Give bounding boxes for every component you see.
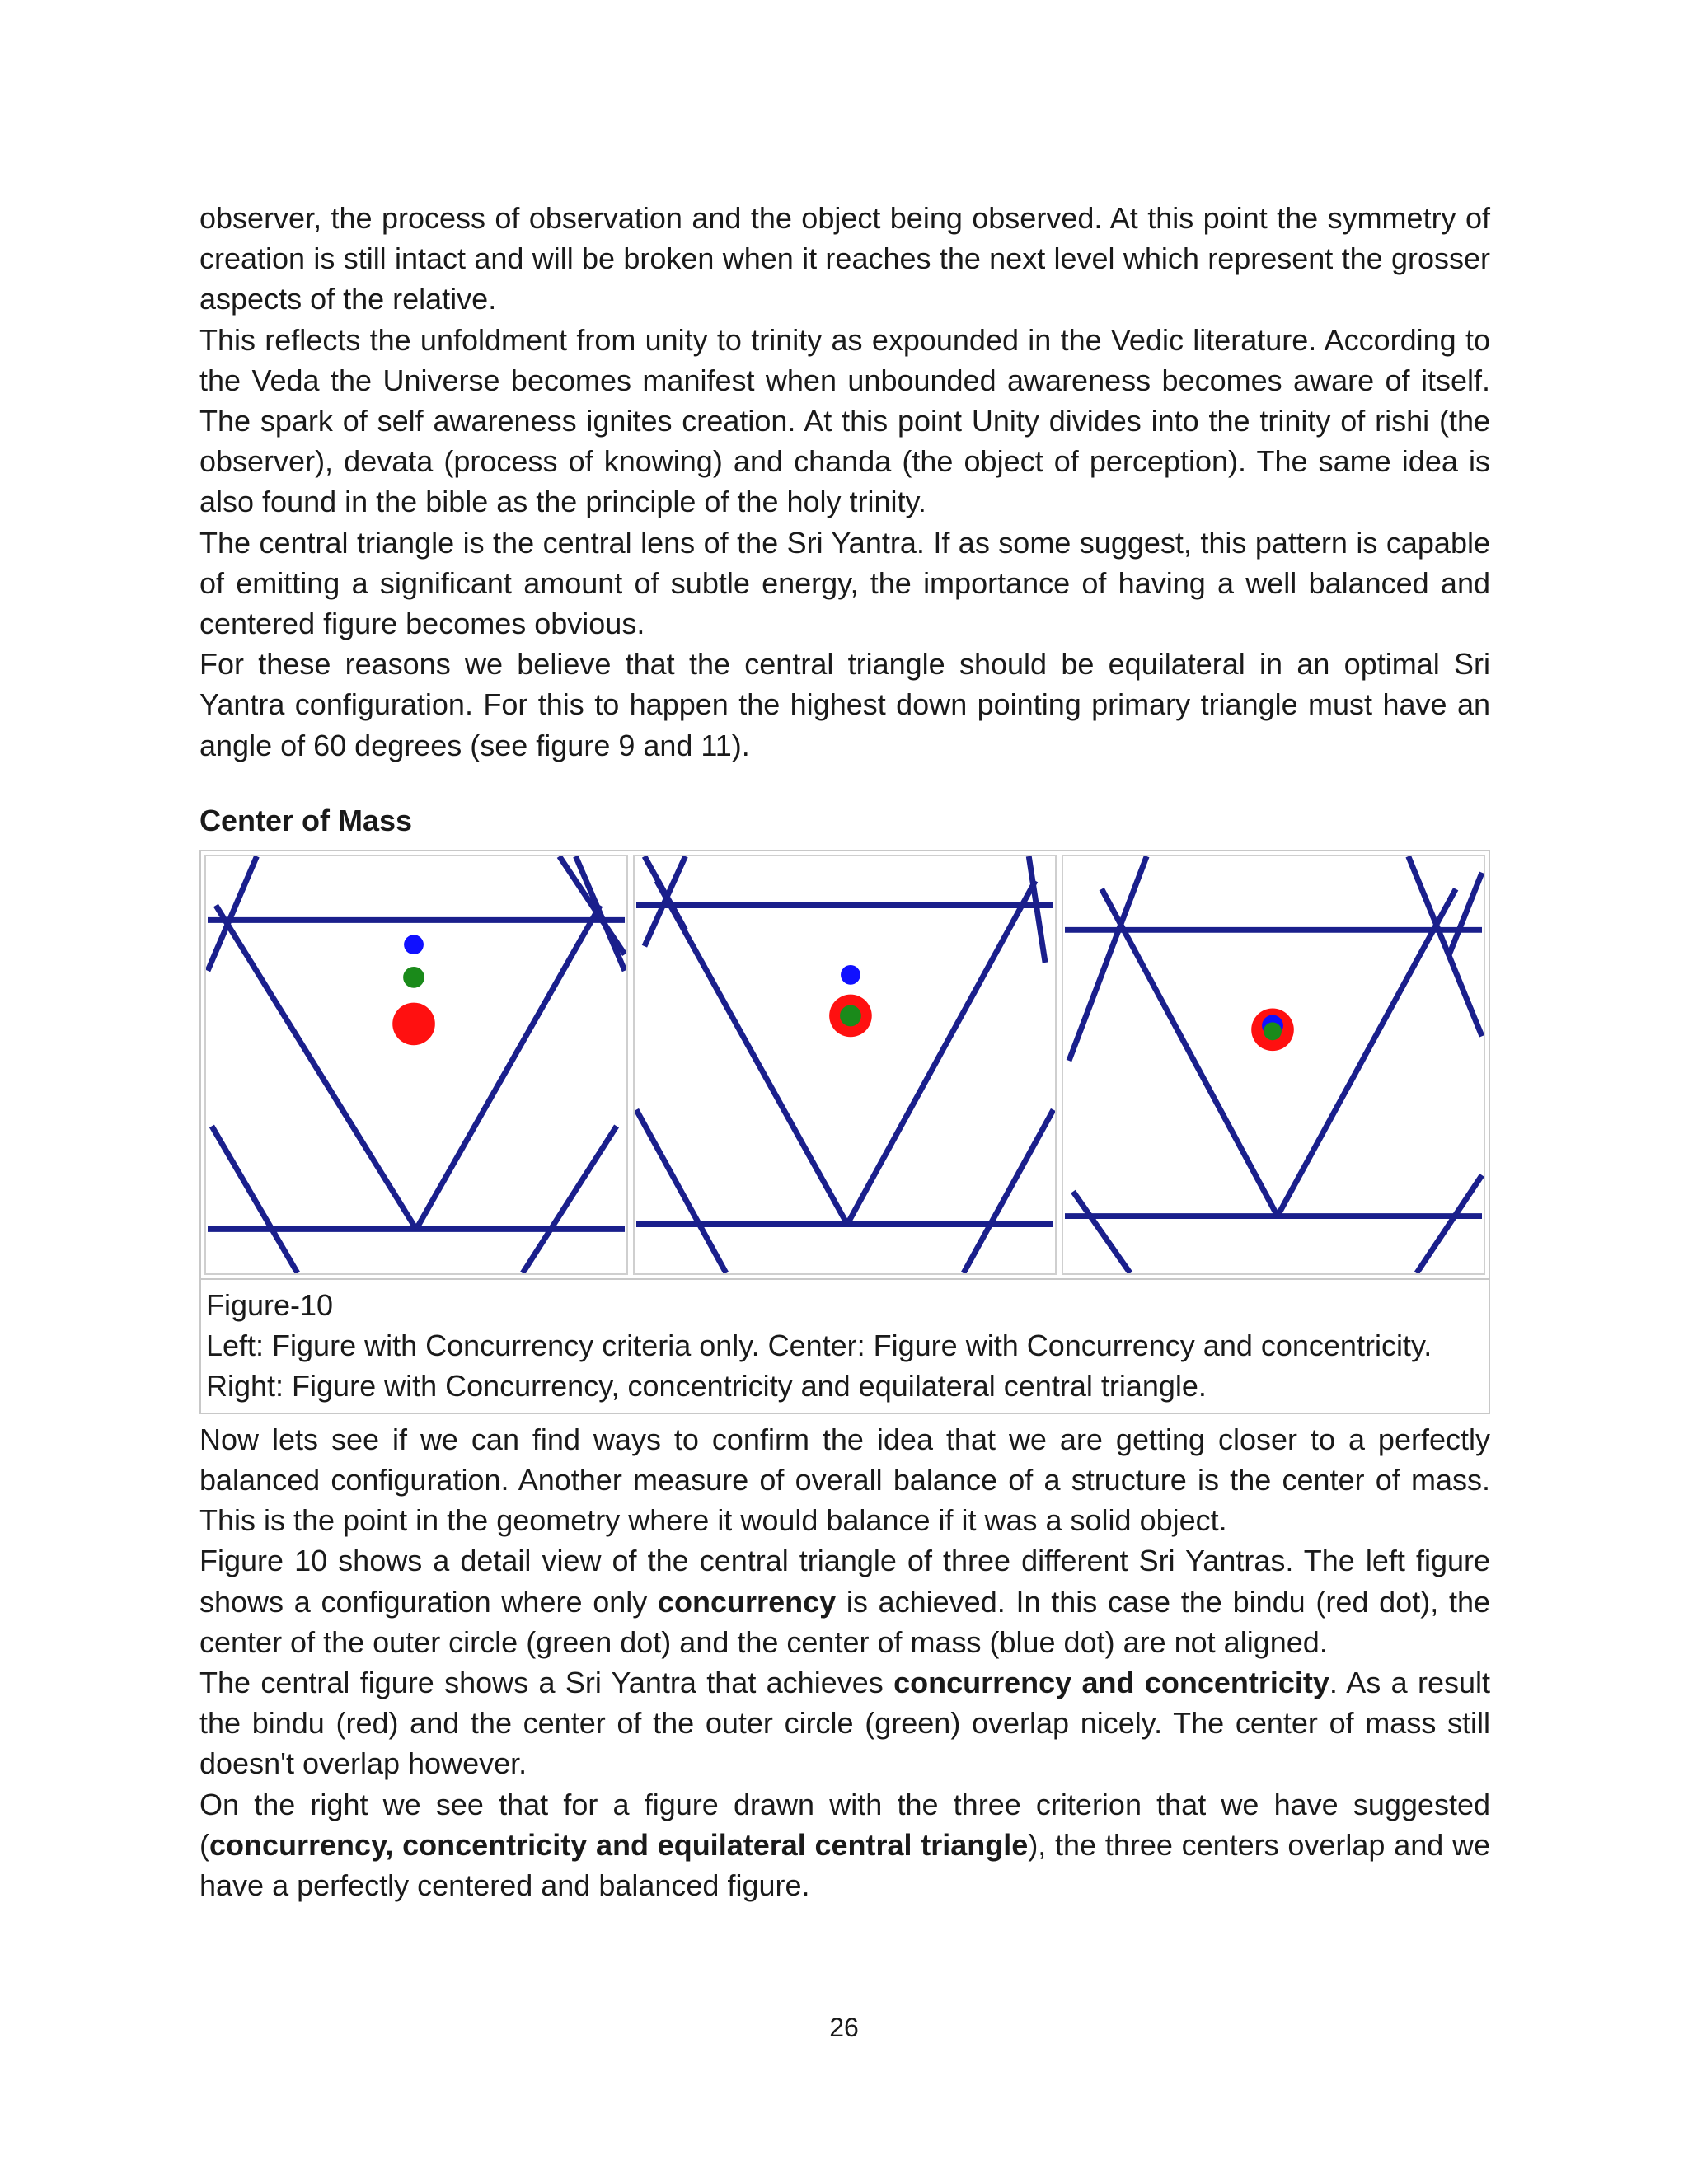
section-heading: Center of Mass — [199, 803, 413, 837]
yantra-detail-center — [635, 856, 1055, 1273]
text-span: Figure 10 shows a detail view of the central triangle of three different Sri Yantras. The left figure shows a configuration where only — [199, 1544, 1490, 1619]
figure-caption-line: Right: Figure with Concurrency, concentricity and equilateral central triangle. — [206, 1368, 1207, 1403]
text-span: On the right we see that for a figure drawn with the three criterion that we have suggested ( — [199, 1787, 1490, 1862]
paragraph: The central triangle is the central lens of the Sri Yantra. If as some suggest, this pattern is capable of emitting a significant amount of subtle energy, the importance of having a well balanced and centered figure becomes obvious. — [199, 525, 1490, 641]
text-span: The central figure shows a Sri Yantra that achieves — [199, 1666, 894, 1700]
paragraph: observer, the process of observation and the object being observed. At this point the symmetry of creation is still intact and will be broken when it reaches the next level which represent the grosser aspects of the relative. — [199, 201, 1490, 316]
text-span: ), the three centers overlap and we have a perfectly centered and balanced figure. — [199, 1827, 1491, 1903]
text-span: is achieved. In this case the bindu (red dot), the center of the outer circle (green dot) and the center of mass (blue dot) are not aligned. — [199, 1584, 1490, 1659]
outer-circle-center-green-dot — [403, 967, 424, 988]
paragraph: This reflects the unfoldment from unity to trinity as expounded in the Vedic literature. According to the Veda the Universe becomes manifest when unbounded awareness becomes aware of itself. The spark of self awareness ignites creation. At this point Unity divides into the trinity of rishi (the observer), devata (process of knowing) and chanda (the object of perception). The same idea is also found in the bible as the principle of the holy trinity. — [199, 322, 1490, 519]
figure-panel-center — [633, 855, 1057, 1275]
diagonal-line — [1073, 1192, 1130, 1273]
paragraph — [199, 1540, 1490, 1662]
diagonal-line — [560, 856, 625, 954]
figure-caption-line: Left: Figure with Concurrency criteria only. Center: Figure with Concurrency and concentricity. — [206, 1328, 1432, 1362]
figure-panels — [201, 851, 1489, 1280]
diagonal-line — [657, 881, 847, 1225]
diagonal-line — [212, 1126, 298, 1273]
diagonal-line — [1449, 873, 1482, 954]
diagonal-line — [1029, 856, 1045, 963]
figure-label: Figure-10 — [206, 1287, 334, 1322]
bold-term: concurrency — [658, 1584, 837, 1619]
paragraph: For these reasons we believe that the central triangle should be equilateral in an optimal Sri Yantra configuration. For this to happen the highest down pointing primary triangle must have an angle of 60 degrees (see figure 9 and 11). — [199, 647, 1490, 762]
bindu-red-dot — [392, 1002, 435, 1045]
yantra-detail-right — [1063, 856, 1484, 1273]
figure-panel-left — [204, 855, 628, 1275]
diagonal-line — [1417, 1175, 1482, 1273]
diagonal-line — [964, 1109, 1053, 1272]
diagonal-line — [1409, 856, 1482, 1036]
figure-10 — [199, 850, 1490, 1414]
diagonal-line — [636, 1109, 726, 1272]
bold-term: concurrency, concentricity and equilateral central triangle — [209, 1827, 1029, 1862]
text-span: . As a result the bindu (red) and the center of the outer circle (green) overlap nicely. The center of mass still doesn't overlap however. — [199, 1666, 1490, 1781]
body-text — [199, 1419, 1490, 1905]
yantra-detail-left — [206, 856, 626, 1273]
center-of-mass-blue-dot — [404, 935, 424, 954]
paragraph — [199, 1662, 1490, 1784]
outer-circle-center-green-dot — [840, 1005, 861, 1026]
diagonal-line — [1102, 889, 1278, 1216]
diagonal-line — [208, 856, 257, 971]
bold-term: concurrency and concentricity — [893, 1666, 1329, 1700]
paragraph — [199, 1784, 1490, 1906]
diagonal-line — [1069, 856, 1146, 1061]
diagonal-line — [847, 881, 1035, 1225]
diagonal-line — [416, 905, 600, 1229]
diagonal-line — [1278, 889, 1456, 1216]
figure-panel-right — [1062, 855, 1485, 1275]
page-number: 26 — [829, 2013, 859, 2042]
center-of-mass-blue-dot — [841, 965, 860, 985]
outer-circle-center-green-dot — [1264, 1022, 1282, 1040]
figure-caption — [201, 1280, 1489, 1413]
paragraph: Now lets see if we can find ways to confirm the idea that we are getting closer to a perfectly balanced configuration. Another measure of overall balance of a structure is the center of mass. This is the point in the geometry where it would balance if it was a solid object. — [199, 1422, 1490, 1538]
diagonal-line — [523, 1126, 617, 1273]
page-content — [199, 198, 1490, 1905]
